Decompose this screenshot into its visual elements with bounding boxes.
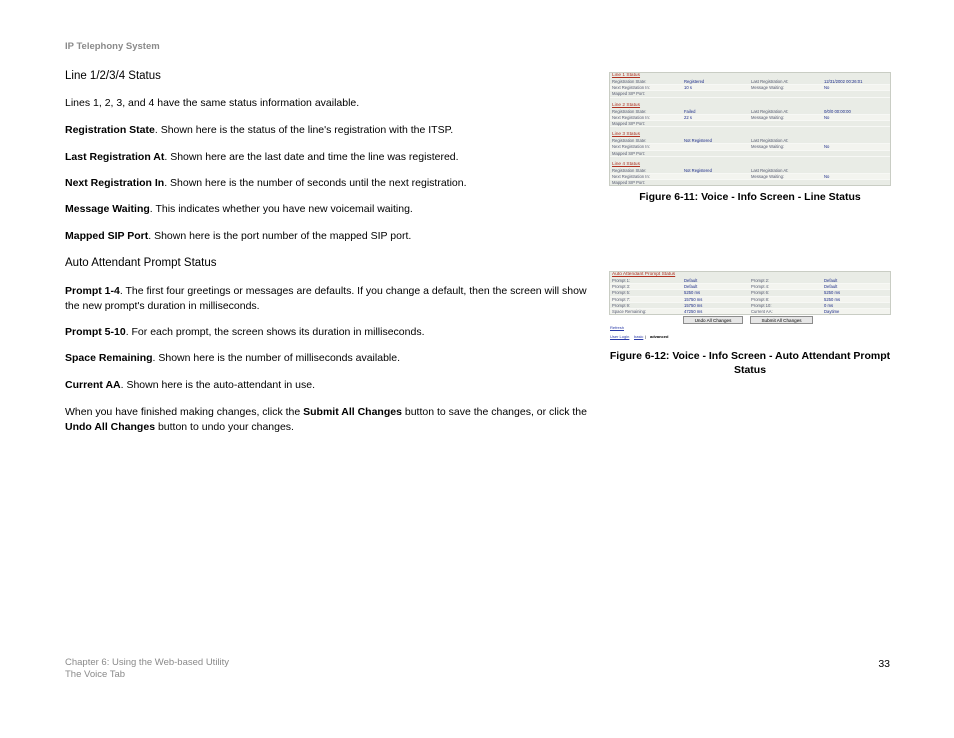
para-prompt-1-4 [65,284,590,314]
field-value: Registered [684,79,705,84]
footer-section: The Voice Tab [65,669,126,680]
field-label: Last Registration At: [751,138,789,144]
field-value: Default [684,278,698,283]
field-label: Mapped SIP Port: [612,180,645,186]
field-value: 47250 ms [684,308,703,314]
aa-status-heading: Auto Attendant Prompt Status [65,257,217,269]
field-label: Next Registration In: [612,173,650,179]
submit-term: Submit All Changes [303,406,402,418]
page-number: 33 [878,658,890,670]
term: Mapped SIP Port [65,230,149,242]
desc: . Shown here are the last date and time the line was registered. [164,151,459,163]
desc: . Shown here is the port number of the mapped SIP port. [148,230,412,242]
field-value: Default [684,284,698,290]
status-row [610,309,890,315]
field-value: Not Registered [684,167,712,173]
field-value: 12/31/2002 00:26:01 [824,79,863,84]
status-row [610,121,890,127]
para-closing [65,405,590,435]
field-label: Last Registration At: [751,108,789,114]
desc: . Shown here is the status of the line's registration with the ITSP. [154,124,454,136]
line-status-title: Line 4 Status [612,161,641,167]
undo-term: Undo All Changes [65,421,156,433]
status-row [610,180,890,186]
field-label: Message Waiting: [751,114,785,120]
field-value: 0 ms [824,302,834,308]
para-message-waiting [65,202,590,217]
field-label: Prompt 2: [751,278,770,283]
desc: . Shown here is the number of seconds until the next registration. [164,177,467,189]
field-value: Default [824,278,838,283]
term: Next Registration In [65,177,165,189]
field-label: Message Waiting: [751,85,785,91]
para-space-remaining [65,351,590,366]
desc: . For each prompt, the screen shows its duration in milliseconds. [125,326,425,338]
advanced-label: advanced [650,334,669,339]
field-label: Mapped SIP Port: [612,91,645,97]
line-status-heading: Line 1/2/3/4 Status [65,70,161,82]
field-label: Message Waiting: [751,173,785,179]
line-status-table [610,73,890,186]
term: Last Registration At [65,151,165,163]
field-label: Message Waiting: [751,144,785,150]
footer-chapter: Chapter 6: Using the Web-based Utility [65,657,230,668]
field-label: Last Registration At: [751,167,789,173]
status-row [610,151,890,157]
field-label: Registration State: [612,167,647,173]
closing-pre: When you have finished making changes, click the [65,406,304,418]
field-value: 15750 ms [684,296,703,302]
field-value: 5250 ms [684,290,701,296]
line-status-title: Line 2 Status [612,102,641,108]
para-last-registration [65,150,590,165]
field-label: Registration State: [612,79,647,84]
field-label: Prompt 3: [612,284,631,290]
field-value: 0/0/0 00:00:00 [824,108,851,114]
field-value: Not Registered [684,138,712,144]
refresh-link[interactable]: Refresh [610,325,625,330]
field-label: Prompt 6: [751,290,770,296]
aa-status-table [610,278,890,315]
field-label: Next Registration In: [612,85,650,91]
term: Space Remaining [65,352,153,364]
field-label: Current AA: [751,308,773,314]
document-header: IP Telephony System [65,41,160,52]
para-registration-state [65,123,590,138]
para-mapped-sip-port [65,229,590,244]
desc: . Shown here is the auto-attendant in use. [120,379,316,391]
field-value: 22 s [684,114,692,120]
field-label: Prompt 10: [751,302,772,308]
field-value: Default [824,284,838,290]
desc: . The first four greetings or messages are defaults. If you change a default, then the screen will show the new prompt's duration in milliseconds. [65,285,587,312]
desc: . This indicates whether you have new voicemail waiting. [149,203,413,215]
submit-all-changes-button[interactable]: Submit All Changes [750,316,813,324]
field-value: 5250 ms [824,290,841,296]
figure-6-11-caption: Figure 6-11: Voice - Info Screen - Line Status [639,191,861,203]
field-label: Registration State: [612,108,647,114]
field-value: Failed [684,108,696,114]
closing-mid: button to save the changes, or click the [401,406,587,418]
term: Current AA [65,379,121,391]
field-label: Mapped SIP Port: [612,150,645,156]
para-next-registration [65,176,590,191]
figure-6-12-caption: Figure 6-12: Voice - Info Screen - Auto Attendant Prompt Status [609,350,891,376]
field-value: 10 s [684,85,692,91]
field-value: No [824,114,830,120]
line-status-title: Line 3 Status [612,132,641,138]
field-value: No [824,173,830,179]
field-label: Prompt 7: [612,296,631,302]
field-value: 15750 ms [684,302,703,308]
field-label: Prompt 4: [751,284,770,290]
field-label: Next Registration In: [612,144,650,150]
field-label: Prompt 9: [612,302,631,308]
term: Prompt 1-4 [65,285,120,297]
closing-post: button to undo your changes. [155,421,294,433]
user-login-link[interactable]: User Login [610,334,630,339]
para-current-aa [65,378,590,393]
field-value: No [824,85,830,91]
field-value: Daytime [824,308,840,314]
undo-all-changes-button[interactable]: Undo All Changes [683,316,743,324]
link-separator: | [645,334,647,339]
field-value: 5250 ms [824,296,841,302]
field-value: No [824,144,830,150]
basic-link[interactable]: basic [634,334,644,339]
para-prompt-5-10 [65,325,590,340]
line-status-title: Line 1 Status [612,73,641,78]
term: Registration State [65,124,155,136]
field-label: Last Registration At: [751,79,789,84]
field-label: Prompt 8: [751,296,770,302]
field-label: Next Registration In: [612,114,650,120]
line-status-screenshot [609,72,891,186]
desc: . Shown here is the number of milliseconds available. [152,352,400,364]
field-label: Space Remaining: [612,308,647,314]
field-label: Prompt 5: [612,290,631,296]
aa-prompt-status-screenshot [609,271,891,315]
field-label: Prompt 1: [612,278,631,283]
term: Prompt 5-10 [65,326,126,338]
field-label: Mapped SIP Port: [612,120,645,126]
field-label: Registration State: [612,138,647,144]
line-status-intro: Lines 1, 2, 3, and 4 have the same status information available. [65,97,360,109]
aa-status-title: Auto Attendant Prompt Status [612,272,676,277]
term: Message Waiting [65,203,150,215]
status-row [610,91,890,97]
